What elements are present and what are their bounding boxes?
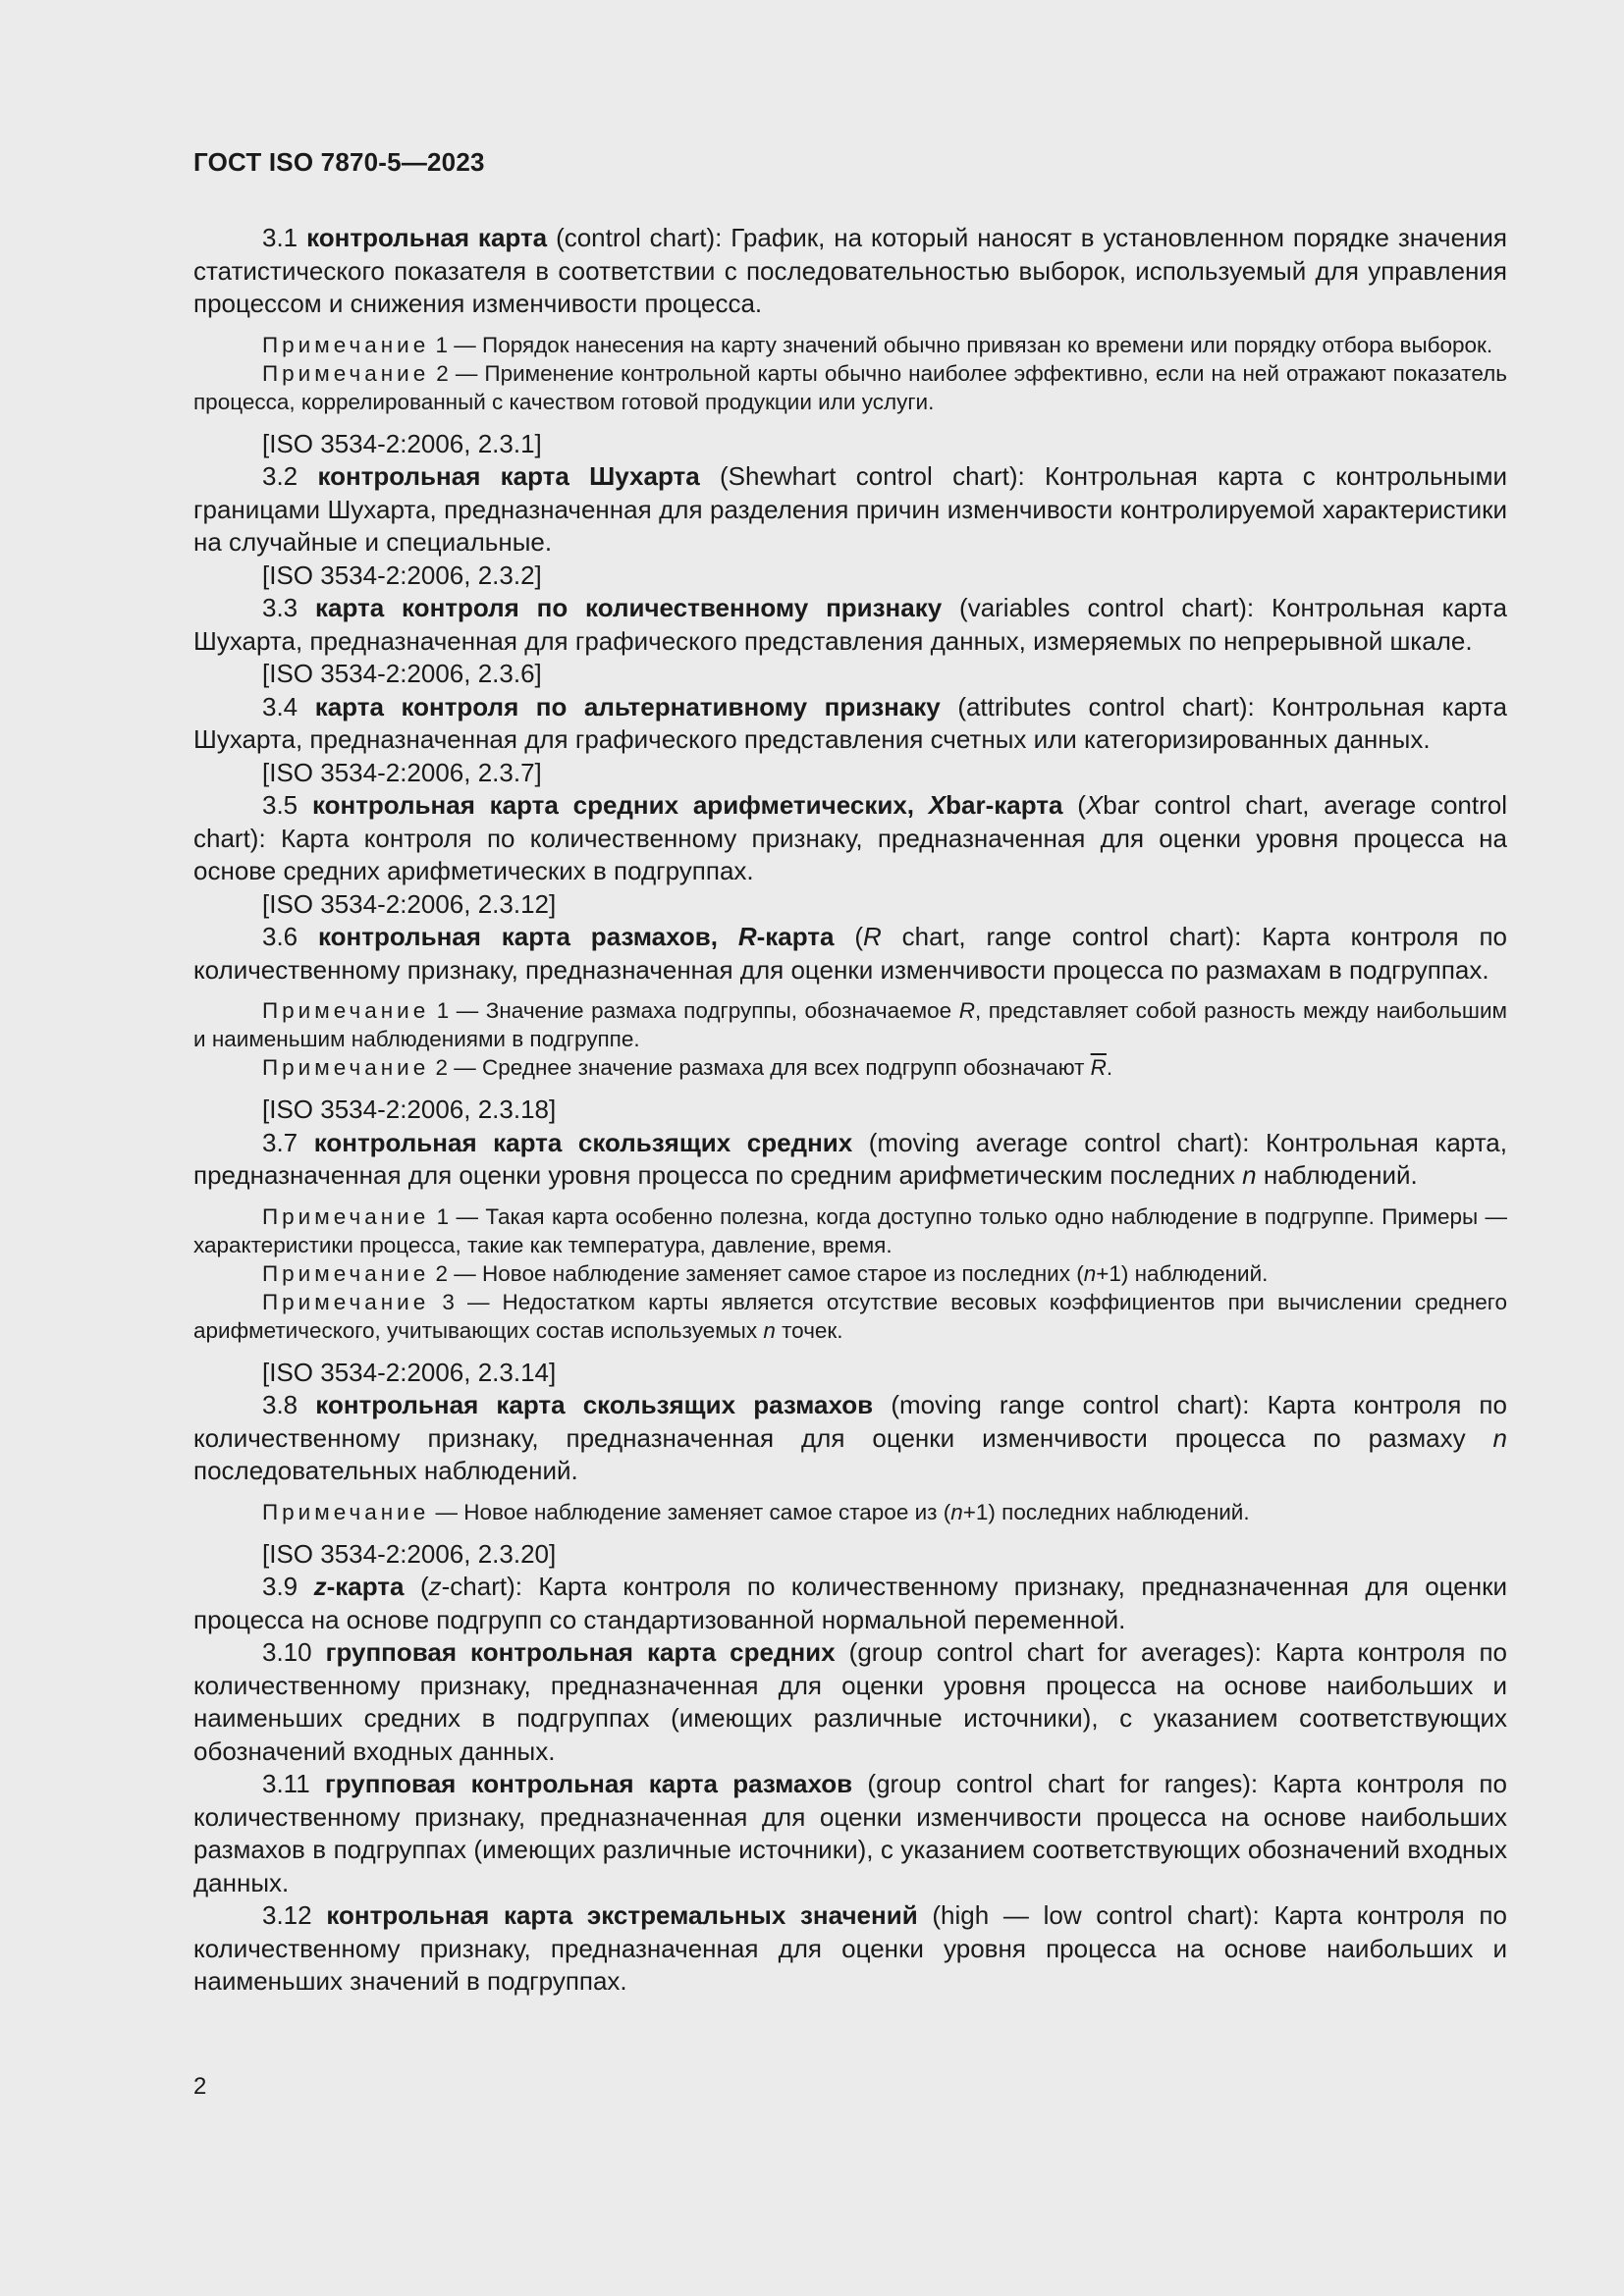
term-title: контрольная карта: [306, 223, 548, 252]
source-reference: [ISO 3534-2:2006, 2.3.18]: [262, 1095, 557, 1124]
note: Примечание — Новое наблюдение заменяет самое старое из (n+1) последних наблюдений.: [262, 1499, 1250, 1524]
term-title: групповая контрольная карта средних: [325, 1637, 836, 1667]
term-title: контрольная карта скользящих средних: [313, 1127, 853, 1157]
term-title: контрольная карта Шухарта: [317, 461, 700, 491]
term-title: z-карта: [313, 1572, 405, 1601]
term-title: контрольная карта экстремальных значений: [326, 1900, 918, 1930]
term-entry-3-9: 3.9 z-карта (z-chart): Карта контроля по количественному признаку, предназначенная для оценки процесса на основе подгрупп со стандартизованной нормальной переменной.: [193, 1572, 1507, 1634]
document-header: ГОСТ ISO 7870-5—2023: [193, 147, 485, 177]
source-reference: [ISO 3534-2:2006, 2.3.14]: [262, 1357, 557, 1387]
source-reference: [ISO 3534-2:2006, 2.3.1]: [262, 428, 542, 458]
page-number: 2: [193, 2073, 207, 2100]
source-reference: [ISO 3534-2:2006, 2.3.7]: [262, 757, 542, 787]
note: Примечание 2 — Среднее значение размаха для всех подгрупп обозначают $\overline{R}$.: [262, 1055, 1113, 1080]
term-entry-3-5: 3.5 контрольная карта средних арифметических, Xbar-карта (Xbar control chart, average control chart): Карта контроля по количественному признаку, предназначенная для оценки уровня процесса на основе средних арифметических в подгруппах.: [193, 790, 1507, 885]
note: Примечание 1 — Порядок нанесения на карту значений обычно привязан ко времени или порядку отбора выборок.: [262, 332, 1493, 357]
source-reference: [ISO 3534-2:2006, 2.3.12]: [262, 888, 557, 919]
notes-3-1: [193, 331, 1507, 416]
terms-section: [193, 222, 1507, 1999]
term-entry-3-7: 3.7 контрольная карта скользящих средних (moving average control chart): Контрольная карта, предназначенная для оценки уровня процесса по средним арифметическим последних n наблюдений.: [193, 1127, 1507, 1190]
source-reference: [ISO 3534-2:2006, 2.3.2]: [262, 560, 542, 590]
notes-3-6: [193, 996, 1507, 1082]
source-reference: [ISO 3534-2:2006, 2.3.6]: [262, 659, 542, 688]
term-title: групповая контрольная карта размахов: [324, 1769, 853, 1798]
term-title: контрольная карта скользящих размахов: [315, 1390, 874, 1419]
r-bar-symbol: $\overline{R}$: [1090, 1055, 1107, 1080]
term-entry-3-11: 3.11 групповая контрольная карта размахов (group control chart for ranges): Карта контроля по количественному признаку, предназначенная для оценки изменчивости процесса на основе наибольших размахов в подгруппах (имеющих различные источники), с указанием соответствующих обозначений входных данных.: [193, 1769, 1507, 1897]
term-entry-3-6: 3.6 контрольная карта размахов, R-карта (R chart, range control chart): Карта контроля по количественному признаку, предназначенная для оценки изменчивости процесса по размахам в подгруппах.: [193, 922, 1507, 985]
term-entry-3-2: 3.2 контрольная карта Шухарта (Shewhart control chart): Контрольная карта с контрольными границами Шухарта, предназначенная для разделения причин изменчивости контролируемой характеристики на случайные и специальные.: [193, 461, 1507, 557]
term-title: карта контроля по количественному признаку: [314, 593, 943, 622]
note: Примечание 1 — Значение размаха подгруппы, обозначаемое R, представляет собой разность между наибольшим и наименьшим наблюдениями в подгруппе.: [193, 998, 1507, 1051]
term-title: карта контроля по альтернативному признаку: [314, 691, 941, 721]
term-entry-3-1: 3.1 контрольная карта (control chart): График, на который наносят в установленном порядке значения статистического показателя в соответствии с последовательностью выборок, используемый для управления процессом и снижения изменчивости процесса.: [193, 223, 1507, 318]
term-title: контрольная карта размахов, R-карта: [318, 922, 835, 951]
term-entry-3-4: 3.4 карта контроля по альтернативному признаку (attributes control chart): Контрольная карта Шухарта, предназначенная для графического представления счетных или категоризированных данных.: [193, 691, 1508, 754]
term-entry-3-8: 3.8 контрольная карта скользящих размахов (moving range control chart): Карта контроля по количественному признаку, предназначенная для оценки изменчивости процесса по размаху n последовательных наблюдений.: [193, 1390, 1507, 1485]
source-reference: [ISO 3534-2:2006, 2.3.20]: [262, 1538, 557, 1569]
term-entry-3-12: 3.12 контрольная карта экстремальных значений (high — low control chart): Карта контроля по количественному признаку, предназначенная для оценки уровня процесса на основе наибольших и наименьших значений в подгруппах.: [193, 1900, 1507, 1996]
term-entry-3-3: 3.3 карта контроля по количественному признаку (variables control chart): Контрольная карта Шухарта, предназначенная для графического представления данных, измеряемых по непрерывной шкале.: [193, 593, 1507, 656]
note: Примечание 1 — Такая карта особенно полезна, когда доступно только одно наблюдение в подгруппе. Примеры — характеристики процесса, такие как температура, давление, время.: [193, 1203, 1507, 1257]
note: Примечание 3 — Недостатком карты является отсутствие весовых коэффициентов при вычислении среднего арифметического, учитывающих состав используемых n точек.: [193, 1289, 1507, 1343]
notes-3-8: [193, 1498, 1507, 1526]
term-entry-3-10: 3.10 групповая контрольная карта средних (group control chart for averages): Карта контроля по количественному признаку, предназначенная для оценки уровня процесса на основе наибольших и наименьших средних в подгруппах (имеющих различные источники), с указанием соответствующих обозначений входных данных.: [193, 1637, 1507, 1766]
note: Примечание 2 — Применение контрольной карты обычно наиболее эффективно, если на ней отражают показатель процесса, коррелированный с качеством готовой продукции или услуги.: [193, 360, 1507, 414]
note: Примечание 2 — Новое наблюдение заменяет самое старое из последних (n+1) наблюдений.: [262, 1260, 1269, 1286]
term-title: контрольная карта средних арифметических, Xbar-карта: [311, 790, 1063, 820]
notes-3-7: [193, 1202, 1507, 1345]
